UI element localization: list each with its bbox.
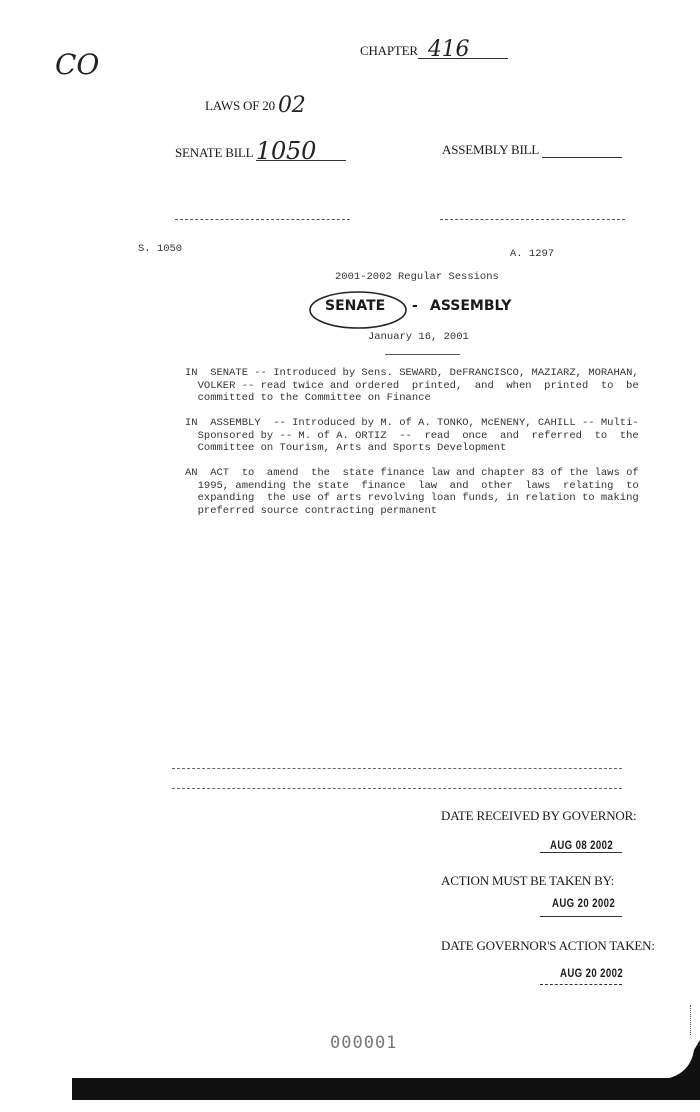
laws-year: 02 [277, 93, 306, 118]
action-by-label: ACTION MUST BE TAKEN BY: [441, 873, 615, 888]
handwritten-initials: CO [55, 48, 100, 81]
assembly-bill-field [442, 142, 622, 158]
rule-1 [172, 768, 622, 769]
scan-bottom-bar [72, 1078, 700, 1100]
scan-corner-artifact [660, 1040, 700, 1080]
introduction-date: January 16, 2001 [368, 331, 469, 343]
house-assembly: ASSEMBLY [430, 298, 512, 314]
senate-bill-label: SENATE BILL [175, 145, 253, 160]
scan-corner-icon [660, 1040, 700, 1080]
act-line: AN ACT to amend the state finance law and chapter 83 of the laws of [185, 467, 639, 479]
action-taken-date-underline [540, 984, 622, 985]
act-line: expanding the use of arts revolving loan funds, in relation to making [185, 492, 639, 504]
senate-line: VOLKER -- read twice and ordered printed, and when printed to be [185, 379, 639, 392]
house-senate: SENATE [325, 298, 386, 314]
chapter-label: CHAPTER [360, 43, 418, 58]
page-number: 000001 [330, 1033, 398, 1053]
date-underline [385, 354, 460, 355]
act-description [185, 467, 655, 517]
senate-bill-field [175, 137, 346, 165]
assembly-line: IN ASSEMBLY -- Introduced by M. of A. TONKO, McENENY, CAHILL -- Multi- [185, 417, 639, 429]
senate-number: S. 1050 [138, 243, 183, 255]
action-by-date-underline [540, 916, 622, 917]
action-taken-date-stamp: AUG 20 2002 [560, 966, 624, 980]
assembly-line: Committee on Tourism, Arts and Sports Development [185, 442, 507, 454]
divider-left [175, 219, 350, 220]
house-separator: - [412, 298, 418, 314]
senate-line: IN SENATE -- Introduced by Sens. SEWARD, DeFRANCISCO, MAZIARZ, MORAHAN, [185, 367, 639, 379]
received-date-stamp: AUG 08 2002 [550, 838, 614, 852]
session: 2001-2002 Regular Sessions [335, 271, 499, 283]
act-line: 1995, amending the state finance law and other laws relating to [185, 479, 639, 492]
assembly-number: A. 1297 [510, 248, 555, 260]
action-by-date-stamp: AUG 20 2002 [552, 896, 616, 910]
chapter-number: 416 [418, 42, 508, 59]
laws-field [205, 93, 306, 118]
senate-introduction [185, 367, 655, 405]
received-label: DATE RECEIVED BY GOVERNOR: [441, 808, 637, 823]
senate-line: committed to the Committee on Finance [185, 392, 431, 404]
scan-edge-marks [690, 1005, 694, 1035]
action-taken-label: DATE GOVERNOR'S ACTION TAKEN: [441, 938, 655, 953]
assembly-line: Sponsored by -- M. of A. ORTIZ -- read once and referred to the [185, 429, 639, 442]
senate-bill-number: 1050 [256, 142, 346, 161]
act-line: preferred source contracting permanent [185, 504, 438, 517]
chapter-field [360, 37, 508, 62]
assembly-introduction [185, 417, 655, 455]
divider-right [440, 219, 625, 220]
laws-label: LAWS OF 20 [205, 98, 275, 113]
received-date-underline [540, 852, 622, 853]
assembly-bill-blank [542, 145, 622, 158]
assembly-bill-label: ASSEMBLY BILL [442, 142, 539, 157]
rule-2 [172, 788, 622, 789]
